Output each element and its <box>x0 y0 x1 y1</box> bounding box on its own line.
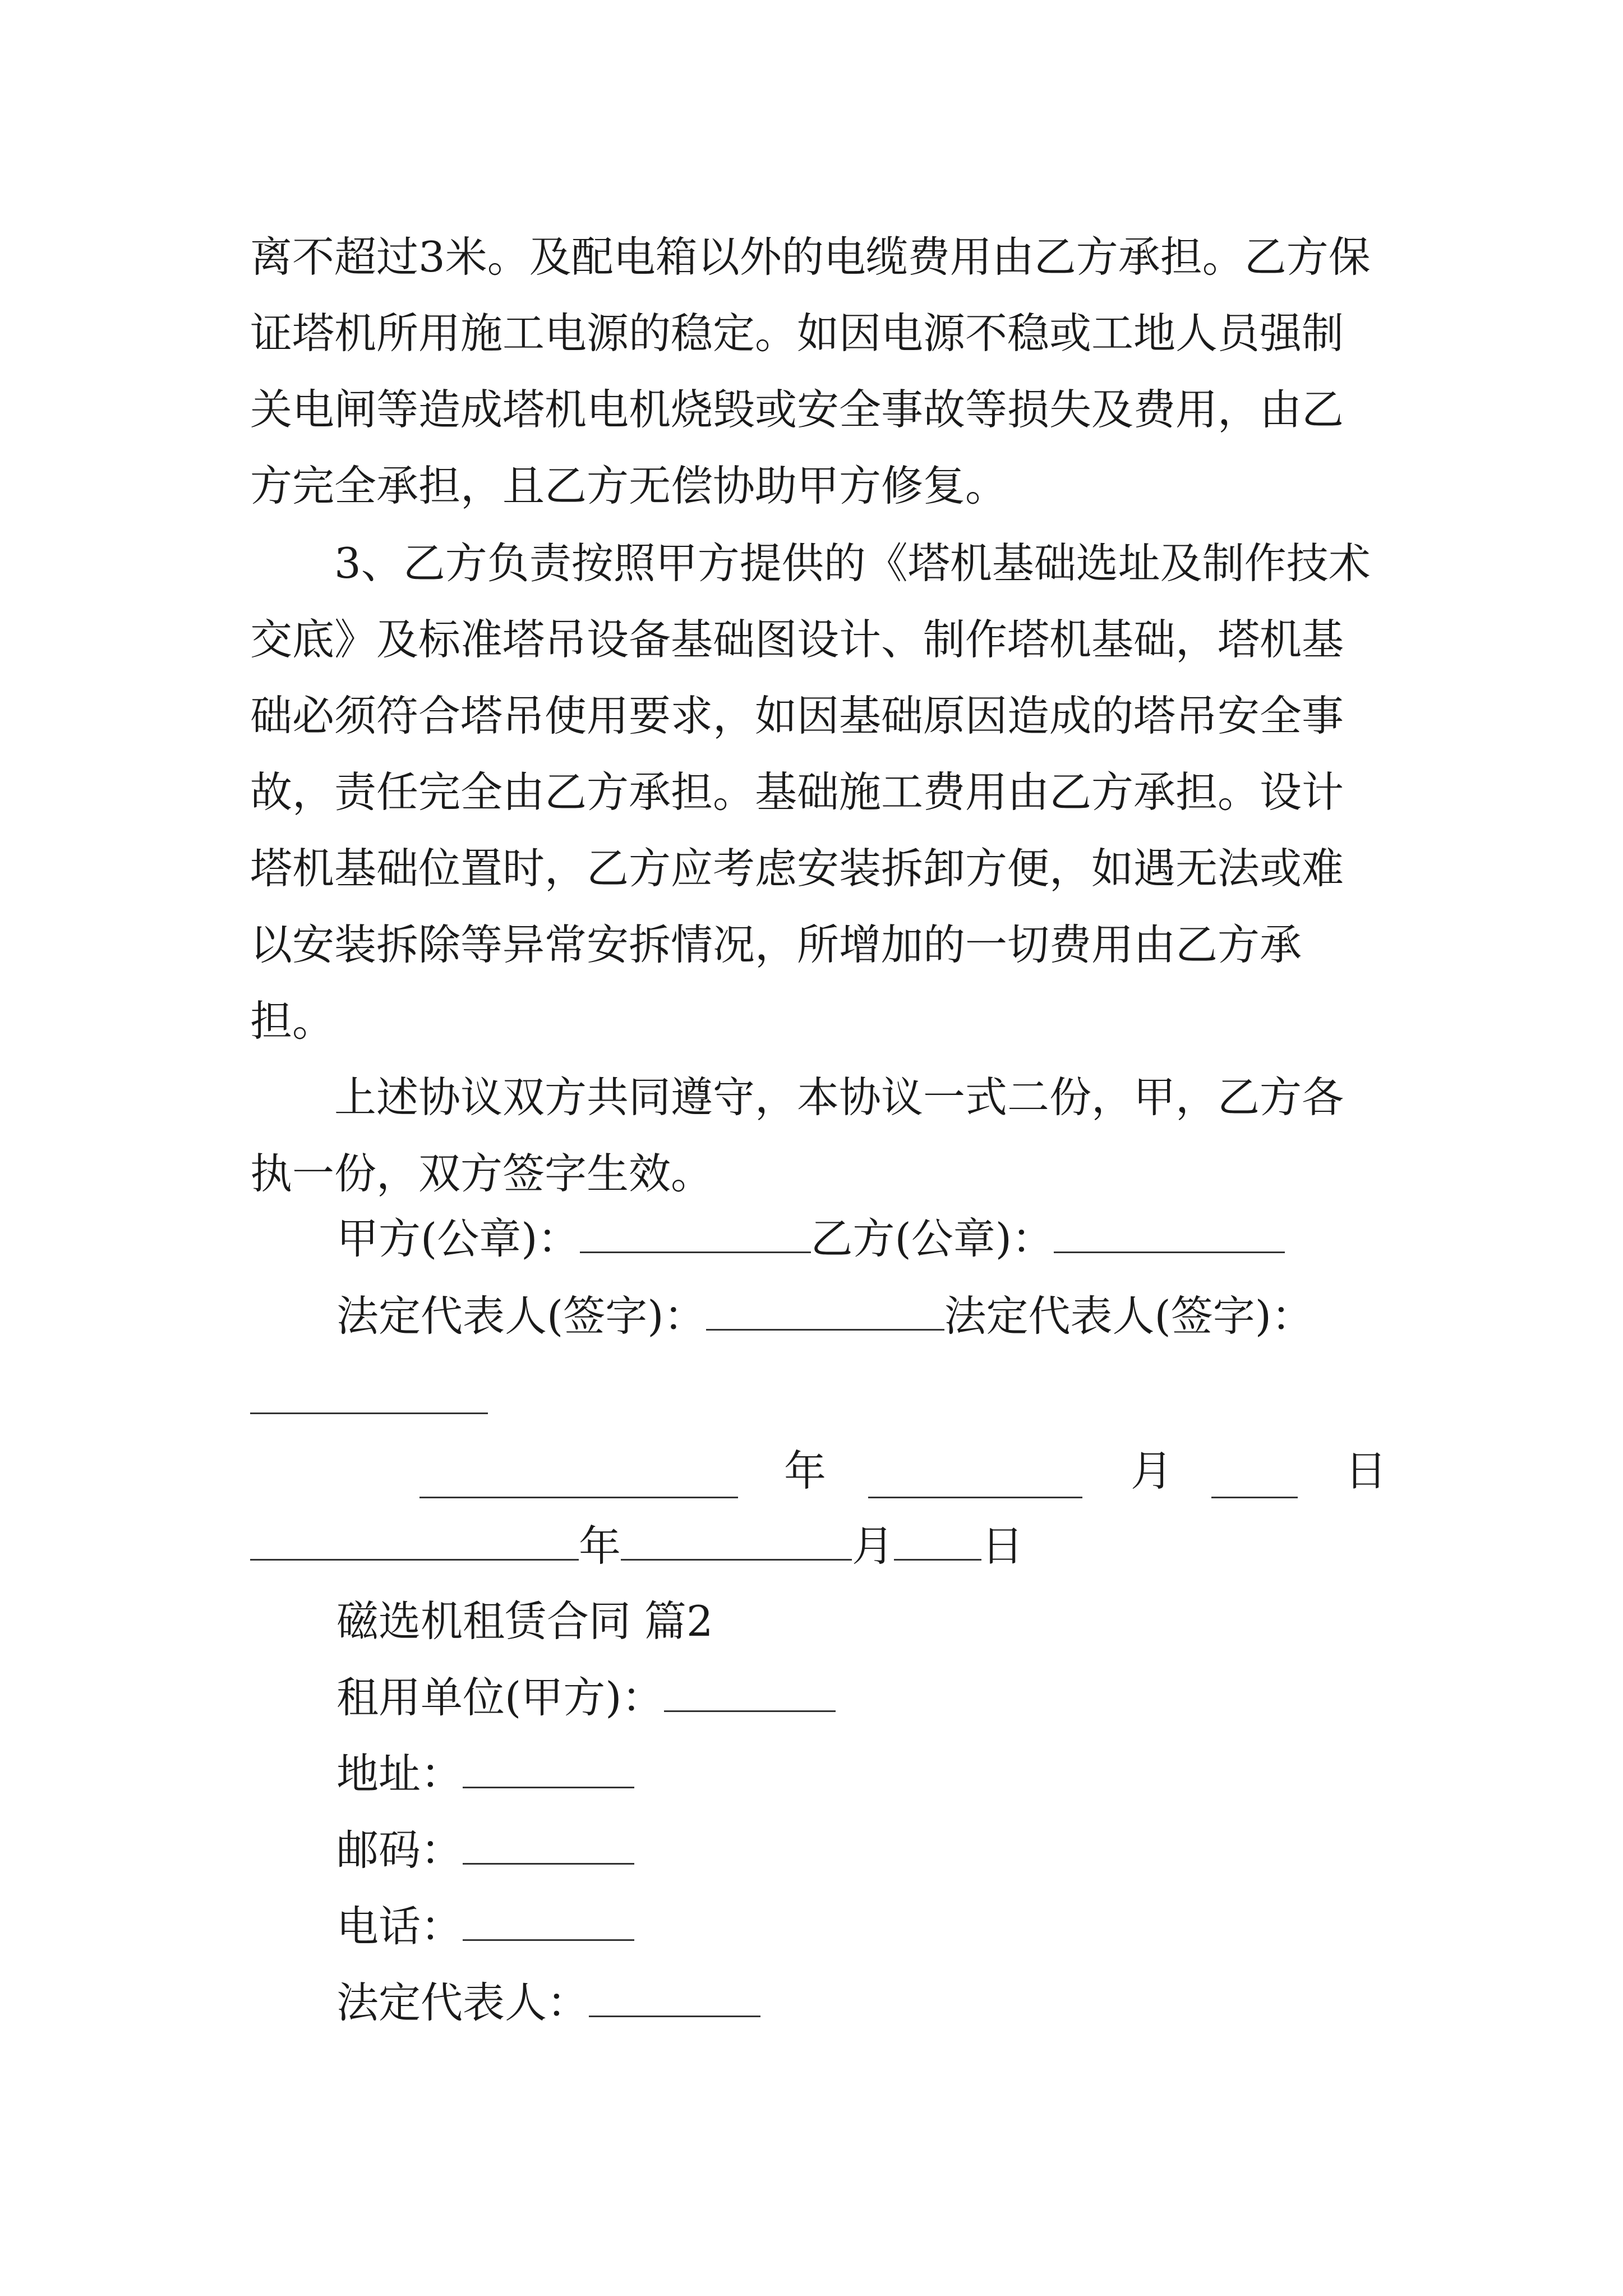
phone-line <box>336 1898 634 1954</box>
legal-rep-line <box>336 1975 760 2031</box>
legal-rep-b-blank <box>250 1372 488 1414</box>
legal-rep-label: 法定代表人： <box>336 1978 589 2027</box>
seal-line <box>336 1211 1285 1267</box>
month-blank-a <box>868 1456 1082 1498</box>
legal-rep-a-label: 法定代表人(签字)： <box>336 1291 706 1341</box>
lessee-blank <box>664 1670 836 1712</box>
lessee-label: 租用单位(甲方)： <box>336 1673 664 1722</box>
postcode-blank <box>463 1823 634 1865</box>
section-title: 磁选机租赁合同 篇2 <box>336 1596 713 1646</box>
party-b-seal-blank <box>1054 1211 1285 1253</box>
month-blank-b <box>621 1519 852 1561</box>
legal-rep-b-label: 法定代表人(签字)： <box>944 1291 1314 1341</box>
party-a-seal-label: 甲方(公章)： <box>336 1214 580 1263</box>
contract-paragraph-2: 3、乙方负责按照甲方提供的《塔机基础选址及制作技术交底》及标准塔吊设备基础图设计、制作塔机基础，塔机基础必须符合塔吊使用要求，如因基础原因造成的塔吊安全事故，责任完全由乙方承担。基础施工费用由乙方承担。设计塔机基础位置时，乙方应考虑安装拆卸方便，如遇无法或难以安装拆除等异常安拆情况，所增加的一切费用由乙方承担。 <box>250 539 1371 1046</box>
phone-label: 电话： <box>336 1902 463 1951</box>
date-line-b <box>250 1518 1023 1574</box>
address-blank <box>463 1746 634 1788</box>
legal-rep-blank <box>589 1975 760 2017</box>
lessee-line <box>336 1669 836 1726</box>
month-label-a: 月 <box>1131 1446 1173 1496</box>
contract-paragraph-1: 离不超过3米。及配电箱以外的电缆费用由乙方承担。乙方保证塔机所用施工电源的稳定。如因电源不稳或工地人员强制关电闸等造成塔机电机烧毁或安全事故等损失及费用，由乙方完全承担，且乙方无偿协助甲方修复。 <box>250 232 1371 510</box>
month-label-b: 月 <box>852 1521 895 1571</box>
legal-rep-sign-line <box>336 1288 1313 1344</box>
phone-blank <box>463 1899 634 1941</box>
day-blank-b <box>894 1519 981 1561</box>
party-b-seal-label: 乙方(公章)： <box>810 1214 1054 1263</box>
postcode-line <box>336 1822 634 1878</box>
party-a-seal-blank <box>580 1211 811 1253</box>
year-blank-a <box>419 1456 738 1498</box>
day-label-a: 日 <box>1345 1446 1387 1496</box>
postcode-label: 邮码： <box>336 1825 463 1875</box>
day-label-b: 日 <box>981 1521 1024 1571</box>
year-label-a: 年 <box>784 1446 827 1496</box>
agreement-statement: 上述协议双方共同遵守，本协议一式二份，甲，乙方各执一份，双方签字生效。 <box>250 1073 1344 1198</box>
address-label: 地址： <box>336 1749 463 1798</box>
year-label-b: 年 <box>579 1521 621 1571</box>
year-blank-b <box>250 1519 579 1561</box>
legal-rep-a-blank <box>706 1289 944 1331</box>
day-blank-a <box>1211 1456 1298 1498</box>
address-line <box>336 1746 634 1802</box>
